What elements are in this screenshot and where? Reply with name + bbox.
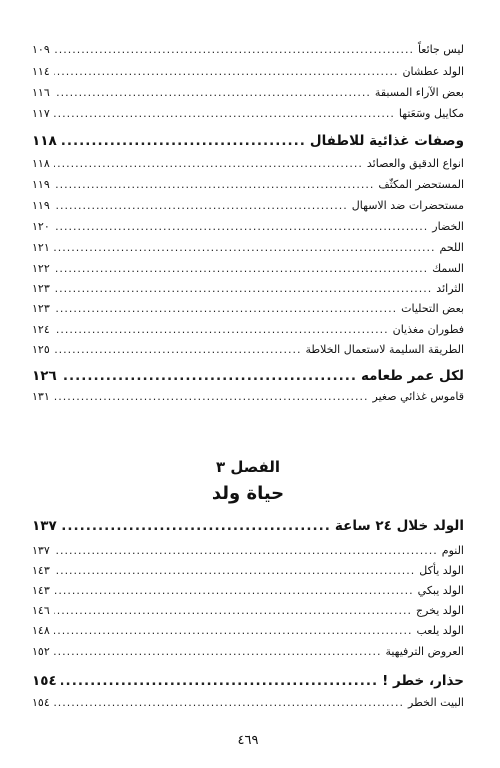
entry-title: الخضار (432, 220, 464, 233)
toc-entry (32, 544, 464, 557)
leader-dots (54, 390, 369, 403)
toc-entry (32, 604, 464, 617)
leader-dots (54, 43, 414, 56)
entry-title: قاموس غذائي صغير (372, 390, 464, 403)
entry-page: ١٢١ (32, 241, 50, 254)
leader-dots (54, 645, 382, 658)
toc-entry (32, 302, 464, 315)
entry-title: الولد يأكل (419, 564, 464, 577)
toc-entry (32, 178, 464, 191)
entry-title: الولد عطشان (402, 65, 464, 78)
entry-title: مكاييل وسَعَتها (398, 107, 464, 120)
entry-title: مستحضرات ضد الاسهال (351, 199, 464, 212)
entry-title: البيت الخطر (408, 696, 464, 709)
entry-title: ليس جائعاً (417, 43, 464, 56)
entry-title: اللحم (439, 241, 464, 254)
entry-page: ١٢٠ (32, 220, 50, 233)
entry-page: ١١٨ (32, 133, 57, 149)
entry-page: ١٢٦ (32, 368, 57, 384)
leader-dots (54, 696, 404, 709)
toc-section-heading (32, 133, 464, 149)
toc-entry (32, 282, 464, 295)
toc-entry (32, 390, 464, 403)
toc-section-heading (32, 518, 464, 534)
entry-page: ١٥٢ (32, 645, 50, 658)
entry-page: ١٤٣ (32, 584, 50, 597)
entry-page: ١٢٥ (32, 343, 50, 356)
toc-section-heading (32, 368, 464, 384)
leader-dots (54, 302, 397, 315)
entry-page: ١٤٨ (32, 624, 50, 637)
entry-title: الولد يخرج (415, 604, 464, 617)
leader-dots (61, 368, 357, 384)
leader-dots (61, 673, 378, 689)
chapter-title: حياة ولد (211, 483, 285, 504)
entry-title: الولد خلال ٢٤ ساعة (334, 518, 464, 534)
entry-page: ١٤٦ (32, 604, 50, 617)
leader-dots (54, 107, 395, 120)
entry-title: انواع الدقيق والعصائد (366, 157, 464, 170)
entry-title: حذار، خطر ! (382, 673, 464, 689)
leader-dots (54, 220, 429, 233)
leader-dots (54, 262, 428, 275)
entry-page: ١١٧ (32, 107, 50, 120)
leader-dots (54, 624, 413, 637)
entry-title: الثرائد (436, 282, 464, 295)
toc-entry (32, 43, 464, 56)
entry-page: ١١٩ (32, 178, 50, 191)
entry-page: ١٣٧ (32, 518, 57, 534)
entry-page: ١١٦ (32, 86, 50, 99)
leader-dots (54, 86, 371, 99)
leader-dots (54, 65, 399, 78)
leader-dots (54, 544, 438, 557)
entry-page: ١٤٣ (32, 564, 50, 577)
toc-entry (32, 262, 464, 275)
leader-dots (54, 323, 389, 336)
toc-entry (32, 323, 464, 336)
toc-page (32, 0, 464, 768)
toc-entry (32, 157, 464, 170)
entry-title: الولد يبكي (417, 584, 464, 597)
entry-title: السمك (432, 262, 464, 275)
leader-dots (54, 282, 433, 295)
entry-title: بعض الآراء المسبقة (374, 86, 464, 99)
entry-page: ١٢٣ (32, 302, 50, 315)
toc-entry (32, 65, 464, 78)
toc-entry (32, 86, 464, 99)
toc-entry (32, 107, 464, 120)
toc-entry (32, 220, 464, 233)
toc-entry (32, 199, 464, 212)
toc-entry (32, 645, 464, 658)
entry-page: ١١٤ (32, 65, 50, 78)
entry-page: ١١٨ (32, 157, 50, 170)
entry-page: ١٥٤ (32, 696, 50, 709)
entry-title: لكل عمر طعامه (361, 368, 464, 384)
leader-dots (54, 604, 412, 617)
leader-dots (54, 157, 363, 170)
toc-entry (32, 241, 464, 254)
leader-dots (54, 584, 414, 597)
toc-entry (32, 696, 464, 709)
page-number: ٤٦٩ (237, 733, 259, 748)
toc-entry (32, 343, 464, 356)
leader-dots (54, 199, 348, 212)
entry-title: بعض التحليات (401, 302, 464, 315)
toc-section-heading (32, 673, 464, 689)
entry-title: الولد يلعب (416, 624, 464, 637)
entry-title: العروض الترفيهية (385, 645, 464, 658)
entry-title: وصفات غذائية للاطفال (309, 133, 464, 149)
toc-entry (32, 564, 464, 577)
entry-title: فطوران مغذيان (392, 323, 464, 336)
chapter-label: الفصل ٣ (215, 458, 281, 476)
entry-page: ١٥٤ (32, 673, 57, 689)
entry-page: ١٢٢ (32, 262, 50, 275)
leader-dots (61, 518, 331, 534)
entry-page: ١٢٤ (32, 323, 50, 336)
entry-title: المستحضر المكثّف (378, 178, 464, 191)
entry-page: ١٠٩ (32, 43, 50, 56)
entry-page: ١٢٣ (32, 282, 50, 295)
entry-title: الطريقة السليمة لاستعمال الخلاطة (305, 343, 464, 356)
entry-page: ١١٩ (32, 199, 50, 212)
entry-page: ١٣٧ (32, 544, 50, 557)
leader-dots (54, 241, 436, 254)
leader-dots (54, 343, 302, 356)
entry-title: النوم (441, 544, 464, 557)
toc-entry (32, 584, 464, 597)
leader-dots (54, 564, 416, 577)
leader-dots (61, 133, 306, 149)
leader-dots (54, 178, 375, 191)
entry-page: ١٣١ (32, 390, 50, 403)
toc-entry (32, 624, 464, 637)
